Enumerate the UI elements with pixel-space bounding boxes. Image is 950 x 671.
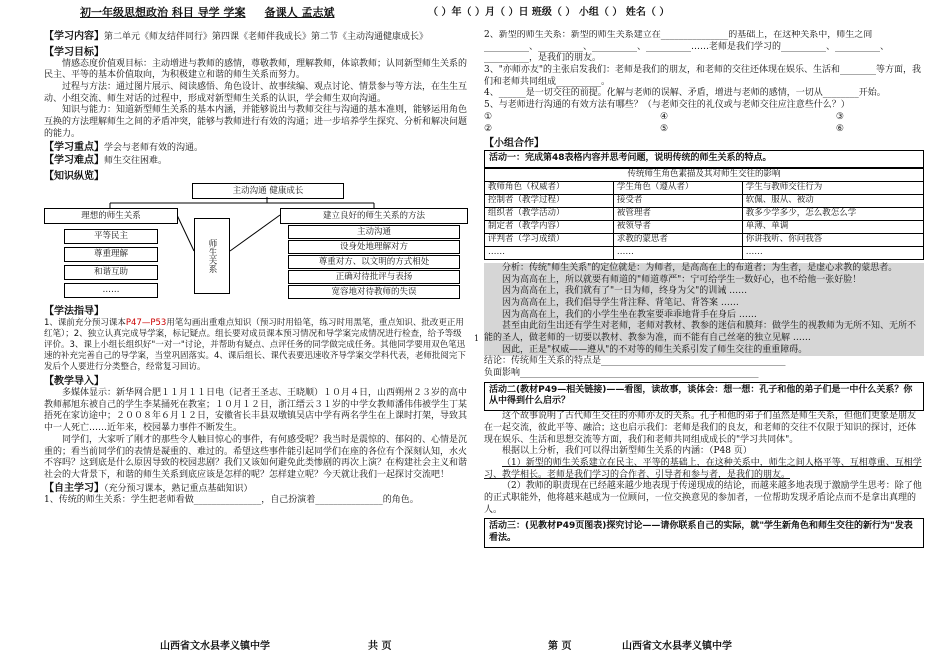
- table-cell: 接受者: [613, 194, 742, 207]
- question-4: 4、______是一切交往的前提。化解与老师的误解、矛盾，增进与老师的感情，一切从________开始。: [484, 88, 886, 99]
- header-author: 备课人 孟志斌: [264, 6, 335, 19]
- key-label: 【学习重点】: [44, 141, 104, 153]
- goal-3: 知识与能力：知道新型师生关系的基本内涵，并能够说出与教师交往与沟通的基本准则，能够运用角色互换的方法理解师生之间的矛盾冲突，能够与教师进行有效的沟通；进一步培养学生探究、分析和解决问题的能力。: [44, 105, 468, 139]
- self-study-label: 【自主学习】: [44, 482, 104, 494]
- analysis-line: 分析：传统"师生关系"的定位就是：为师者，是高高在上的布道者；为生者，是虚心求教的蒙思者。: [502, 262, 898, 273]
- question-2: 2、新型的师生关系：新型的师生关系建立在_______________的基础上，在这种关系中，师生之间__________、__________、__________、__________……老师是我们学习的__________、__________、__________，是我们的朋友。: [484, 30, 890, 64]
- table-header: 教师角色（权威者）: [485, 181, 614, 194]
- table-cell: 被领导者: [613, 220, 742, 233]
- self-study-hint: （充分预习课本，熟记重点基础知识）: [104, 483, 253, 494]
- difficulty-label: 【学习难点】: [44, 155, 104, 167]
- knowledge-map-label: 【知识纵览】: [44, 170, 104, 182]
- negative-impact: 负面影响_____________________________________________________: [484, 368, 759, 379]
- activity-2-paragraph: （1）新型的师生关系建立在民主、平等的基础上，在这种关系中，师生之间人格平等、互相尊重、互相学习、教学相长。老师是我们学习的合作者、引导者和参与者，是我们的朋友。: [484, 457, 922, 480]
- table-cell: ……: [742, 246, 923, 259]
- diagram-left-title: 理想的师生关系: [44, 208, 178, 224]
- activity-3: 活动三：(见教材P49页图表)探究讨论——请你联系自己的实际，就"学生新角色和师生交往的新行为"发表看法。: [484, 518, 924, 547]
- diagram-right-item: 正确对待批评与表扬: [288, 270, 460, 284]
- diagram-left-item: 平等民主: [64, 229, 158, 244]
- knowledge-diagram: [44, 183, 468, 301]
- analysis-line: 甚至由此衍生出还有学生对老师，老师对教材、教参的迷信和膜拜：做学生的视教师为无所不知、无所不能的圣人，做老师的一切要以教材、教参为准，而不能有自己丝毫的独立见解 ……: [484, 321, 917, 343]
- table-header: 学生与教师交往行为: [742, 181, 923, 194]
- table-header-row: [485, 181, 924, 194]
- method-text: [44, 318, 468, 373]
- method-text-b: 用笔勾画出重难点知识（预习时用铅笔，练习时用黑笔，重点知识、批改更正用红笔）；2、独立认真完成导学案，标记疑点。组长要对成员课本预习情况和导学案完成情况进行检查，给予等级评价。3、课上小组长组织好"一对一"讨论，并帮助有疑点、点评任务的同学做完成任务。其他同学要用双色笔迅速的补充完善自己的导学案，当堂巩固落实。4、课后组长、课代表要迅速收齐导学案交学科代表，老师批阅完下发后个人要进行分类整合，经常复习回访。: [44, 317, 466, 373]
- table-cell: 求教的蒙思者: [613, 233, 742, 246]
- answer-marker: ④: [659, 111, 669, 122]
- table-cell: 制定者（教学内容）: [485, 220, 614, 233]
- diagram-right-item: 尊重对方、以文明的方式相处: [288, 255, 460, 269]
- goal-1: 情感态度价值观目标：主动增进与教师的感情，尊敬教师，理解教师，体谅教师；认同新型师生关系的民主、平等的基本价值取向，为积极建立和谐的师生关系而努力。: [44, 58, 468, 81]
- question-5: 5、与老师进行沟通的有效方法有哪些？（与老师交往的礼仪或与老师交往应注意些什么？）: [484, 100, 850, 111]
- intro-label: 【教学导入】: [44, 376, 104, 388]
- answer-marker: ②: [484, 123, 493, 134]
- analysis-block: [484, 263, 924, 357]
- question-1: 1、传统的师生关系：学生把老师看做_______________，自己扮演着_______________的角色。: [44, 495, 419, 506]
- answer-marker: ⑥: [835, 123, 844, 134]
- table-cell: 控制者（教学过程）: [485, 194, 614, 207]
- footer-left-school: 山西省文水县孝义镇中学: [160, 641, 270, 652]
- footer-right-school: 山西省文水县孝义镇中学: [622, 641, 732, 652]
- table-row: [485, 246, 924, 259]
- diagram-top-box: 主动沟通 健康成长: [192, 183, 344, 199]
- key-text: 学会与老师有效的沟通。: [104, 142, 204, 153]
- answer-marker: ①: [484, 111, 493, 122]
- table-cell: 评判者（学习成绩）: [485, 233, 614, 246]
- diagram-right-title: 建立良好的师生关系的方法: [280, 208, 468, 224]
- analysis-line: 因此，正是"权威——遵从"的不对等的师生关系引发了师生交往的重重障碍。: [502, 344, 808, 355]
- table-cell: 软佩、服从、被动: [742, 194, 923, 207]
- activity-2-paragraph: 根据以上分析，我们可以得出新型师生关系的内涵：（P48 页）: [502, 446, 752, 457]
- diagram-center-box: 师生关系: [194, 218, 230, 294]
- header-title: 初一年级思想政治 科目 导学 学案: [80, 6, 246, 19]
- table-cell: 教多少学多少，怎么教怎么学: [742, 207, 923, 220]
- difficulty-text: 师生交往困难。: [104, 156, 168, 167]
- table-row: [485, 207, 924, 220]
- activity-2-paragraph: 这个故事说明了古代师生交往的亦师亦友的关系。孔子和他的弟子们虽然是师生关系，但他们更象是朋友在一起交流，彼此平等、融洽；这也启示我们：老师是我们的良友，和老师的交往不仅限于知识的探讨，还体现在娱乐、生活和思想交流等方面，我们和老师共同组成成长的"学习共同体"。: [484, 411, 917, 445]
- group-label: 【小组合作】: [484, 138, 544, 150]
- content-label: 【学习内容】: [44, 31, 104, 42]
- method-label: 【学法指导】: [44, 305, 104, 317]
- analysis-line: 因为高高在上，我们的小学生坐在教室要乖乖地背手在身后 ……: [502, 309, 757, 320]
- footer-left-pages: 共 页: [368, 641, 392, 652]
- diagram-right-item: 主动沟通: [288, 225, 460, 239]
- activity-2-paragraph: （2）教师的职责现在已经越来越少地表现于传递现成的结论，而越来越多地表现于激励学生思考：除了他的正式职能外，他将越来越成为一位顾问，一位交换意见的参加者，一位帮助发现矛盾论点而不是拿出真理的人。: [484, 481, 922, 515]
- diagram-left-item: 尊重理解: [64, 247, 158, 262]
- table-cell: 组织者（教学活动）: [485, 207, 614, 220]
- diagram-right-item: 宽容地对待教师的失误: [288, 285, 460, 299]
- table-header: 学生角色（遵从者）: [613, 181, 742, 194]
- table-row: [485, 194, 924, 207]
- question-3: 3、"亦师亦友"的主张启发我们：老师是我们的朋友，和老师的交往还体现在娱乐、生活和________等方面，我们和老师共同组成__________。: [484, 65, 922, 87]
- table-row: [485, 233, 924, 246]
- conclusion: 结论：传统师生关系的特点是_________________________________________: [484, 356, 786, 367]
- goal-2: 过程与方法：通过图片展示、阅读感悟、角色设计、故事续编、观点讨论、情景参与等方法，在生生互动、小组交流、师生对话的过程中，形成对新型师生关系的认识，学会师生双向沟通。: [44, 82, 468, 104]
- page-center-mark: 1: [474, 334, 480, 343]
- answer-markers-row-1: [484, 112, 844, 124]
- activity-1: 活动一：完成第48表格内容并思考问题，说明传统的师生关系的特点。: [484, 150, 924, 168]
- diagram-left-item: 和谐互助: [64, 265, 158, 280]
- table-cell: ……: [613, 246, 742, 259]
- diagram-right-item: 设身处地理解对方: [288, 240, 460, 254]
- intro-paragraph-1: 多媒体显示：新华网合肥１１月１１日电（记者王圣志、王晓顺）１０月４日，山西朔州２３岁的高中教师郝旭东被自己的学生李某捅死在教室；１０月１２日，浙江缙云３１岁的中学女教师潘伟伟被学生丁某捂死在家访途中；２００８年６月１２日，安徽省长丰县双墩镇吴店中学有两名学生在上课时打架，导致其中一人死亡……近年来，校园暴力事件不断发生。: [44, 388, 468, 434]
- answer-markers-row-2: [484, 124, 844, 136]
- page-header: [80, 6, 335, 20]
- answer-marker: ③: [835, 111, 844, 122]
- intro-paragraph-2: 同学们，大家听了刚才的那些令人触目惊心的事件，有何感受呢？我当时是震惊的、郁闷的、心情是沉重的；看当前同学们的表情是凝重的、难过的。希望这些事件能引起同学们在座的各位有个深刻认知，水火不容吗？这到底是什么原因导致的校园悲剧？我们又该如何避免此类惨剧的再次上演？在构建社会主义和谐社会的大背景下，和谐的师生关系到底应该是怎样的呢？怎样建立呢？今天就让我们一起探讨交流吧！: [44, 434, 468, 480]
- table-title: 传统师生角色素描及其对师生交往的影响: [485, 168, 924, 181]
- method-pages: P47—P53: [125, 317, 167, 328]
- answer-marker: ⑤: [659, 123, 669, 134]
- goals-label: 【学习目标】: [44, 46, 104, 58]
- header-meta: （ ）年（ ）月（ ）日 班级（ ） 小组（ ） 姓名（ ）: [428, 7, 670, 18]
- analysis-line: 因为高高在上，所以就要有师道的"师道尊严"：宁可给学生一数好心，也不给他一张好脸！: [502, 274, 862, 285]
- diagram-left-item: ……: [64, 283, 158, 298]
- left-column: [44, 30, 468, 507]
- table-cell: 单薄、单调: [742, 220, 923, 233]
- footer-right-pages: 第 页: [548, 641, 572, 652]
- table-row: [485, 220, 924, 233]
- table-cell: 你讲我听、你问我答: [742, 233, 923, 246]
- table-cell: 被管理者: [613, 207, 742, 220]
- table-cell: ……: [485, 246, 614, 259]
- roles-table: [484, 168, 924, 260]
- analysis-line: 因为高高在上，我们就有了"一日为师，终身为父"的训诫 ……: [502, 286, 748, 297]
- activity-2: 活动二(教材P49—相关链接)——看图，读故事，谈体会：想一想：孔子和他的弟子们是一中什么关系？你从中得到什么启示？: [484, 382, 924, 411]
- content-text: 第二单元《师友结伴同行》第四课《老师伴我成长》第二节《主动沟通健康成长》: [104, 32, 429, 42]
- analysis-line: 因为高高在上，我们倡导学生背注释、背笔记、背答案 ……: [502, 297, 739, 308]
- right-column: [484, 30, 924, 548]
- method-text-a: 1、课前充分预习课本: [44, 317, 126, 328]
